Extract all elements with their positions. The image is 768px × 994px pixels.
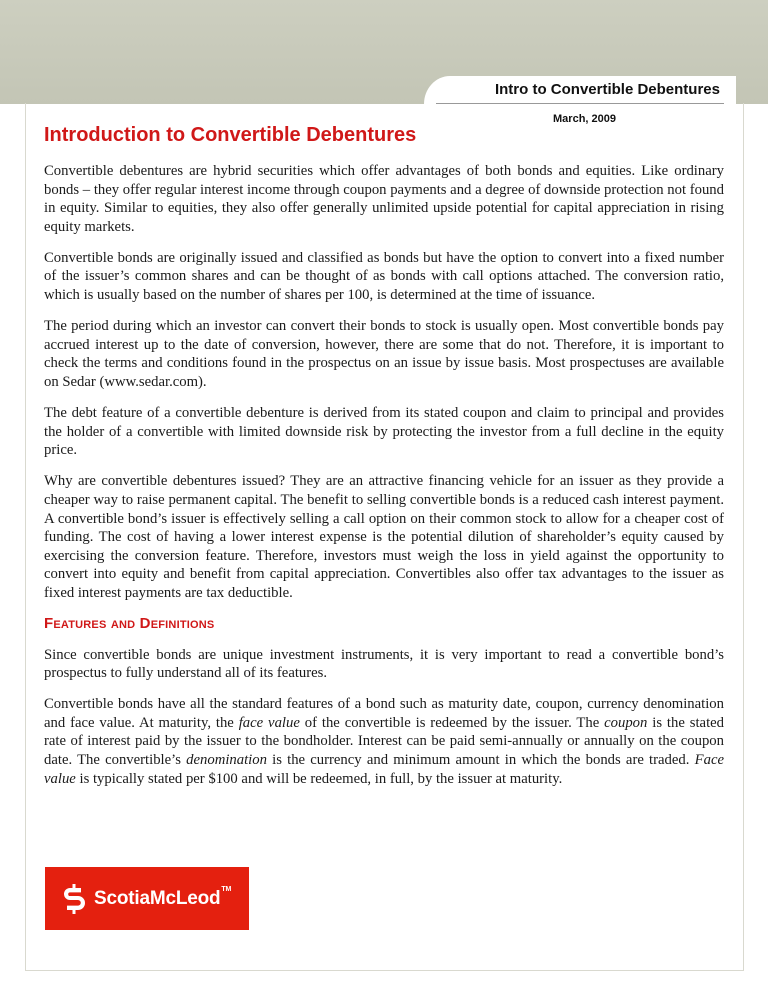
definitions-text-4: is the currency and minimum amount in which the bonds are traded. [266,752,695,769]
logo-text: ScotiaMcLeod [94,887,221,909]
logo-wordmark [94,885,232,910]
document-body [44,162,724,801]
scotiamcleod-logo [45,867,249,930]
definitions-text-1: Convertible bonds have all the standard features of a bond such as maturity date, coupon, currency denomination and face value. At maturity, the [44,696,724,731]
term-face-value: face value [238,714,300,731]
title-divider [436,103,724,104]
document-date: March, 2009 [553,113,616,125]
definitions-text-2: of the convertible is redeemed by the issuer. The [299,714,605,731]
paragraph-why-issued: Why are convertible debentures issued? They are an attractive financing vehicle for an issuer as they provide a cheaper way to raise permanent capital. The benefit to selling convertible bonds is a reduced cash interest payment. A convertible bond’s issuer is effectively selling a call option on their common stock to allow for a cheaper cost of funding. The cost of having a lower interest expense is the potential dilution of shareholder’s equity caused by exercising the conversion feature. Therefore, investors must weigh the loss in yield against the opportunity to convert into equity and benefit from capital appreciation. Convertibles also offer tax advantages to the issuer as fixed interest payments are tax deductible. [44,473,724,601]
paragraph-definitions [44,695,724,788]
paragraph-features-intro: Since convertible bonds are unique investment instruments, it is very important to read a convertible bond’s prospectus to fully understand all of its features. [44,646,724,682]
paragraph-intro: Convertible debentures are hybrid securities which offer advantages of both bonds and equities. Like ordinary bonds – they offer regular interest income through coupon payments and a degree of downside protection not found in equity. Similar to equities, they also offer generally unlimited upside potential for capital appreciation in rising equity markets. [44,163,724,235]
definitions-text-5: is typically stated per $100 and will be redeemed, in full, by the issuer at maturity. [75,770,563,787]
term-coupon: coupon [604,714,648,731]
paragraph-debt-feature: The debt feature of a convertible debenture is derived from its stated coupon and claim to principal and provides the holder of a convertible with limited downside risk by protecting the investor from a full decline in the equity price. [44,405,724,459]
section-heading-features: Features and Definitions [44,614,215,632]
term-face-value-2: Face value [44,752,724,787]
definitions-text-3: is the stated rate of interest paid by the issuer to the bondholder. Interest can be paid semi-annually or annually on the coupon date. The convertible’s [44,714,725,769]
document-title: Intro to Convertible Debentures [494,81,720,98]
paragraph-conversion-period: The period during which an investor can convert their bonds to stock is usually open. Most convertible bonds pay accrued interest up to the date of conversion, however, there are some that do not. Therefore, it is important to check the terms and conditions found in the prospectus on an issue by issue basis. Most prospectuses are available on Sedar (www.sedar.com). [44,318,724,390]
paragraph-conversion: Convertible bonds are originally issued and classified as bonds but have the option to convert into a fixed number of the issuer’s common shares and can be thought of as bonds with call options attached. The conversion ratio, which is usually based on the number of shares per 100, is determined at the time of issuance. [44,249,724,304]
term-denomination: denomination [186,752,267,769]
trademark-symbol: TM [221,885,232,893]
main-heading: Introduction to Convertible Debentures [44,124,417,146]
scotia-s-icon [62,884,86,914]
